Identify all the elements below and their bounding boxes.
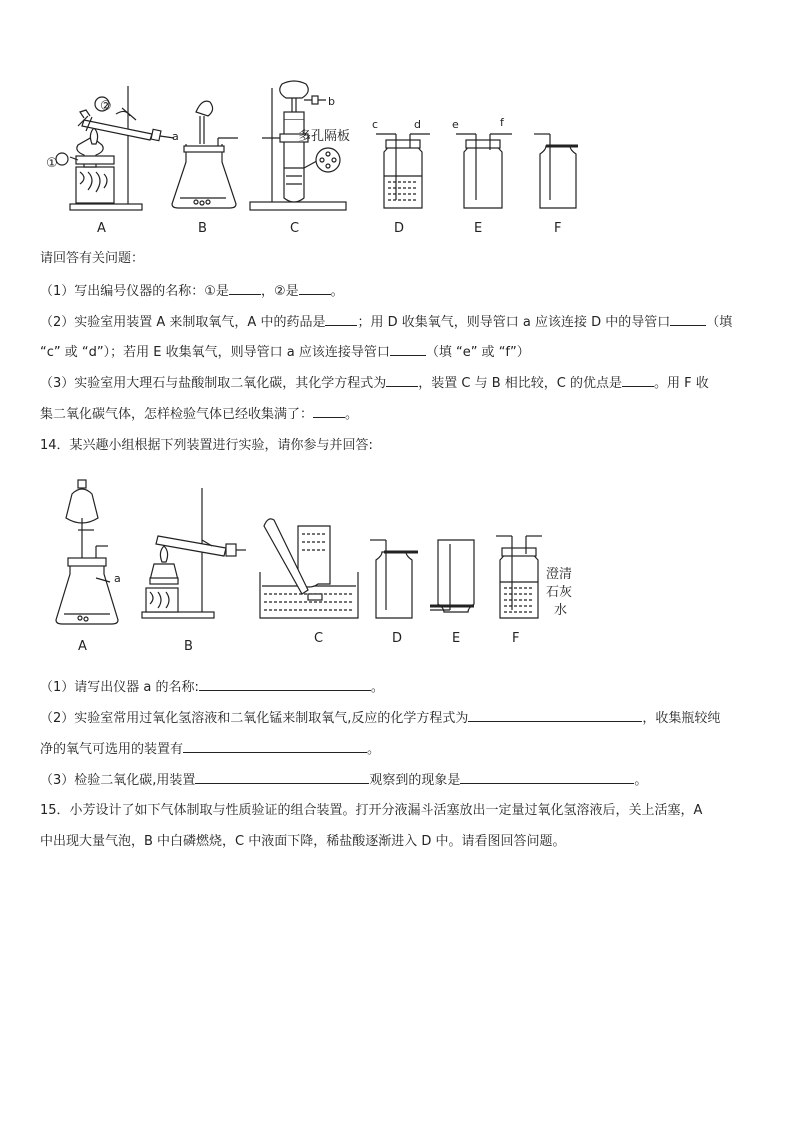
caption-e: E [452, 631, 461, 646]
q14-p2-text-b: ，收集瓶较纯 [642, 711, 721, 726]
q14-p2-text-a: （2）实验室常用过氧化氢溶液和二氧化锰来制取氧气,反应的化学方程式为 [40, 711, 469, 726]
q13-p3-text-d: 集二氧化碳气体，怎样检验气体已经收集满了： [40, 407, 314, 422]
apparatus-a [56, 86, 174, 210]
marker-2-label: ② [100, 99, 112, 114]
q13-p3-text-b: ，装置 C 与 B 相比较，C 的优点是 [418, 376, 623, 391]
port-e-label: e [452, 118, 459, 131]
q14-p3-text-c: 。 [634, 773, 648, 788]
figure-1-apparatus [40, 72, 600, 240]
q14-p3-blank-1[interactable] [195, 770, 369, 784]
port-d-label: d [414, 118, 421, 131]
q14-stem: 14．某兴趣小组根据下列装置进行实验，请你参与并回答: [40, 438, 373, 453]
q13-p2-blank-2[interactable] [670, 312, 706, 326]
q14-p3-text-a: （3）检验二氧化碳,用装置 [40, 773, 196, 788]
q13-part-3-line-2 [40, 404, 358, 424]
apparatus-e [456, 134, 512, 208]
q14-p2-blank-1[interactable] [468, 708, 642, 722]
q14-p2-text-d: 。 [367, 742, 381, 757]
lime-water-label-3: 水 [554, 603, 568, 618]
q13-p1-text-b: ，②是 [260, 284, 299, 299]
q14-p1-text-b: 。 [370, 680, 384, 695]
caption-f: F [554, 221, 562, 236]
q14-part-1 [40, 677, 384, 697]
figure-2-apparatus [50, 474, 590, 654]
caption-e: E [474, 221, 483, 236]
q15-stem-line-2: 中出现大量气泡，B 中白磷燃烧，C 中液面下降，稀盐酸逐渐进入 D 中。请看图回答问题。 [40, 834, 566, 849]
lime-water-label-1: 澄清 [546, 567, 573, 582]
q13-p3-text-a: （3）实验室用大理石与盐酸制取二氧化碳，其化学方程式为 [40, 376, 387, 391]
q14-p2-text-c: 净的氧气可选用的装置有 [40, 742, 184, 757]
q14-p3-text-b: 观察到的现象是 [369, 773, 461, 788]
q14-part-3 [40, 770, 647, 790]
q13-p3-blank-1[interactable] [386, 373, 418, 387]
caption-c: C [314, 631, 324, 646]
port-a-label: a [114, 572, 121, 585]
q13-p1-blank-1[interactable] [229, 281, 261, 295]
caption-d: D [394, 221, 405, 236]
caption-f: F [512, 631, 520, 646]
apparatus-c [260, 519, 358, 618]
q13-p3-text-e: 。 [345, 407, 359, 422]
q13-p2-text-b: ；用 D 收集氧气，则导管口 a 应该连接 D 中的导管口 [357, 315, 671, 330]
q13-p2-text-c: （填 [706, 315, 733, 330]
q13-p2-text-d: “c” 或 “d”）；若用 E 收集氧气，则导管口 a 应该连接导管口 [40, 345, 390, 360]
caption-b: B [184, 639, 193, 654]
q13-part-3-line-1 [40, 373, 709, 393]
q13-p2-text-a: （2）实验室用装置 A 来制取氧气，A 中的药品是 [40, 315, 326, 330]
apparatus-f [534, 134, 578, 208]
marker-1-label: ① [46, 156, 58, 171]
port-f-label: f [500, 116, 504, 129]
q13-part-1 [40, 281, 344, 301]
apparatus-f [496, 536, 542, 618]
apparatus-d [376, 134, 430, 208]
q14-p1-blank[interactable] [199, 677, 371, 691]
q13-p1-text-a: （1）写出编号仪器的名称：①是 [40, 284, 229, 299]
apparatus-b [172, 101, 238, 208]
apparatus-d [370, 540, 418, 618]
q13-p3-blank-3[interactable] [313, 404, 345, 418]
lime-water-label-2: 石灰 [546, 585, 573, 600]
q14-p1-text-a: （1）请写出仪器 a 的名称: [40, 680, 199, 695]
caption-c: C [290, 221, 300, 236]
q14-part-2-line-2 [40, 739, 380, 759]
q13-p1-blank-2[interactable] [299, 281, 331, 295]
q13-part-2-line-1 [40, 312, 732, 332]
q13-p3-blank-2[interactable] [622, 373, 654, 387]
q15-stem-line-1: 15．小芳设计了如下气体制取与性质验证的组合装置。打开分液漏斗活塞放出一定量过氧化氢溶液后，关上活塞，A [40, 803, 703, 818]
apparatus-e [430, 540, 474, 612]
q13-p3-text-c: 。用 F 收 [654, 376, 709, 391]
port-b-label: b [328, 95, 335, 108]
q13-intro: 请回答有关问题： [40, 251, 145, 266]
q14-p2-blank-2[interactable] [183, 739, 367, 753]
q13-part-2-line-2 [40, 342, 530, 362]
q13-p2-text-e: （填 “e” 或 “f”） [425, 345, 530, 360]
q13-p1-text-c: 。 [330, 284, 344, 299]
porous-plate-label: 多孔隔板 [298, 129, 351, 144]
port-a-label: a [172, 130, 179, 143]
port-c-label: c [372, 118, 379, 131]
caption-a: A [78, 639, 87, 654]
q13-p2-blank-3[interactable] [390, 342, 426, 356]
apparatus-a [56, 480, 118, 624]
q14-part-2-line-1 [40, 708, 720, 728]
caption-a: A [97, 221, 106, 236]
caption-d: D [392, 631, 403, 646]
q13-p2-blank-1[interactable] [325, 312, 357, 326]
apparatus-b [142, 488, 246, 618]
caption-b: B [198, 221, 207, 236]
q14-p3-blank-2[interactable] [460, 770, 634, 784]
